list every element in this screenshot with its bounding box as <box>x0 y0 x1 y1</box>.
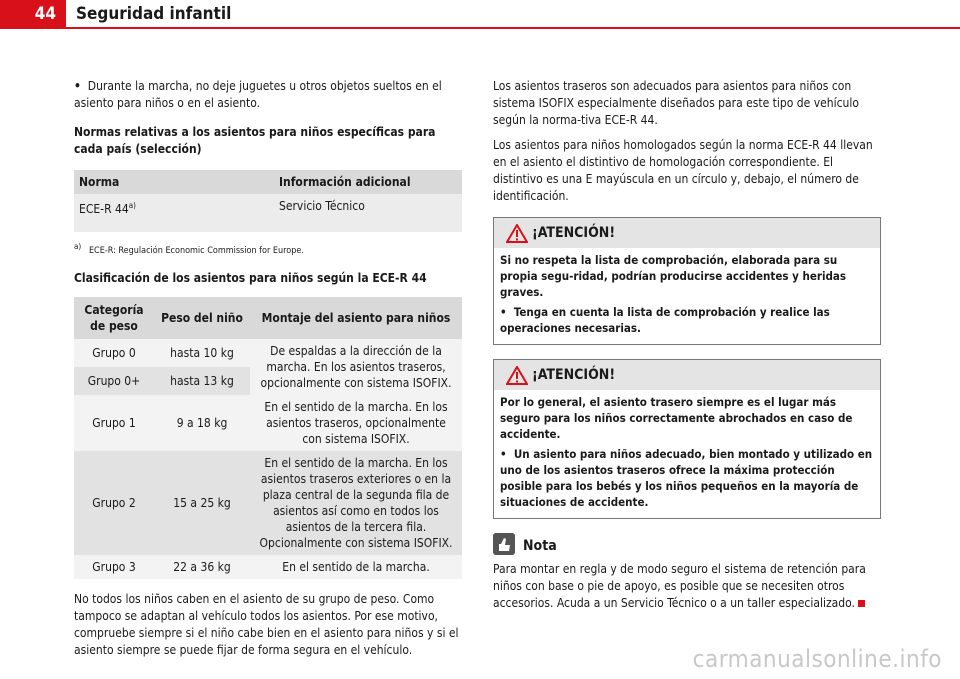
warning-triangle-icon <box>506 366 528 385</box>
left-column <box>74 78 462 667</box>
closing-paragraph: No todos los niños caben en el asiento de su grupo de peso. Como tampoco se adaptan al vehículo todos los asientos. Por ese motivo, compruebe siempre si el niño cabe bien en el asiento para niños y si el asiento siempre se puede fijar de forma segura en el vehículo. <box>74 592 459 657</box>
table-row <box>74 555 462 579</box>
cell-montaje: De espaldas a la dirección de la marcha. En los asientos traseros, opcionalmente con sistema ISOFIX. <box>250 339 462 395</box>
cell-categoria: Grupo 0 <box>74 339 154 367</box>
page-header <box>0 0 960 30</box>
cell-peso: hasta 10 kg <box>154 339 250 367</box>
warning-box-1 <box>493 217 881 345</box>
table-row <box>74 194 462 232</box>
cell-categoria: Grupo 0+ <box>74 367 154 395</box>
cell-norma: ECE-R 44$^{a)}$ <box>74 194 274 232</box>
watermark: carmanualsonline.info <box>692 645 942 673</box>
table-header-norma: Norma <box>74 170 274 194</box>
table-header-info: Información adicional <box>274 170 462 194</box>
homologacion-paragraph: Los asientos para niños homologados según la norma ECE-R 44 llevan en el asiento el distintivo de homologación correspondiente. El distintivo es una E mayúscula en un círculo y, debajo, el número de identificación. <box>493 138 873 203</box>
section-heading-clasificacion: Clasificación de los asientos para niños según la ECE-R 44 <box>74 271 427 285</box>
bullet-paragraph: • Durante la marcha, no deje juguetes u otros objetos sueltos en el asiento para niños o en el asiento. <box>74 79 442 110</box>
cell-peso: 22 a 36 kg <box>154 555 250 579</box>
cell-peso: 15 a 25 kg <box>154 451 250 555</box>
note-title: Nota <box>523 538 557 554</box>
cell-categoria: Grupo 2 <box>74 451 154 555</box>
normas-table <box>74 170 462 232</box>
table-header-categoria: Categoría de peso <box>74 297 154 339</box>
header-rule <box>0 27 960 29</box>
clasificacion-table <box>74 297 462 579</box>
isofix-paragraph: Los asientos traseros son adecuados para asientos para niños con sistema ISOFIX especialmente diseñados para este tipo de vehículo según la norma-tiva ECE-R 44. <box>493 79 859 127</box>
note-heading <box>493 533 881 561</box>
table-row <box>74 395 462 451</box>
warning-bullet: • Un asiento para niños adecuado, bien montado y utilizado en uno de los asientos traseros ofrece la máxima protección posible para los bebés y los niños pequeños en la mayoría de situaciones de accidente. <box>500 447 873 509</box>
section-heading-normas: Normas relativas a los asientos para niños específicas para cada país (selección) <box>74 125 436 156</box>
cell-peso: hasta 13 kg <box>154 367 250 395</box>
right-column <box>493 78 881 620</box>
cell-peso: 9 a 18 kg <box>154 395 250 451</box>
chapter-title: Seguridad infantil <box>76 4 232 24</box>
warning-triangle-icon <box>506 224 528 243</box>
warning-text: Por lo general, el asiento trasero siempre es el lugar más seguro para los niños correctamente abrochados en caso de accidente. <box>500 395 853 441</box>
end-marker-icon <box>858 600 865 607</box>
cell-montaje: En el sentido de la marcha. En los asientos traseros, opcionalmente con sistema ISOFIX. <box>250 395 462 451</box>
warning-title: ¡ATENCIÓN! <box>532 367 616 383</box>
cell-info: Servicio Técnico <box>274 194 462 232</box>
table-header-peso: Peso del niño <box>154 297 250 339</box>
cell-montaje: En el sentido de la marcha. En los asientos traseros exteriores o en la plaza central de la segunda fila de asientos así como en todos los asientos de la tercera fila. Opcionalmente con sistema ISOFIX. <box>250 451 462 555</box>
footnote: $^{a)}$ ECE-R: Regulación Economic Commission for Europe. <box>74 242 304 256</box>
page-number: 44 <box>0 0 66 28</box>
table-row <box>74 339 462 367</box>
table-row <box>74 451 462 555</box>
warning-box-2 <box>493 359 881 519</box>
warning-text: Si no respeta la lista de comprobación, elaborada para su propia segu-ridad, podrían producirse accidentes y heridas graves. <box>500 253 847 299</box>
note-icon <box>493 533 515 555</box>
cell-montaje: En el sentido de la marcha. <box>250 555 462 579</box>
cell-categoria: Grupo 3 <box>74 555 154 579</box>
cell-categoria: Grupo 1 <box>74 395 154 451</box>
warning-bullet: • Tenga en cuenta la lista de comprobación y realice las operaciones necesarias. <box>500 305 830 335</box>
note-text: Para montar en regla y de modo seguro el sistema de retención para niños con base o pie de apoyo, es posible que se necesiten otros accesorios. Acuda a un Servicio Técnico o a un taller especializado. <box>493 562 866 610</box>
table-header-montaje: Montaje del asiento para niños <box>250 297 462 339</box>
warning-title: ¡ATENCIÓN! <box>532 225 616 241</box>
